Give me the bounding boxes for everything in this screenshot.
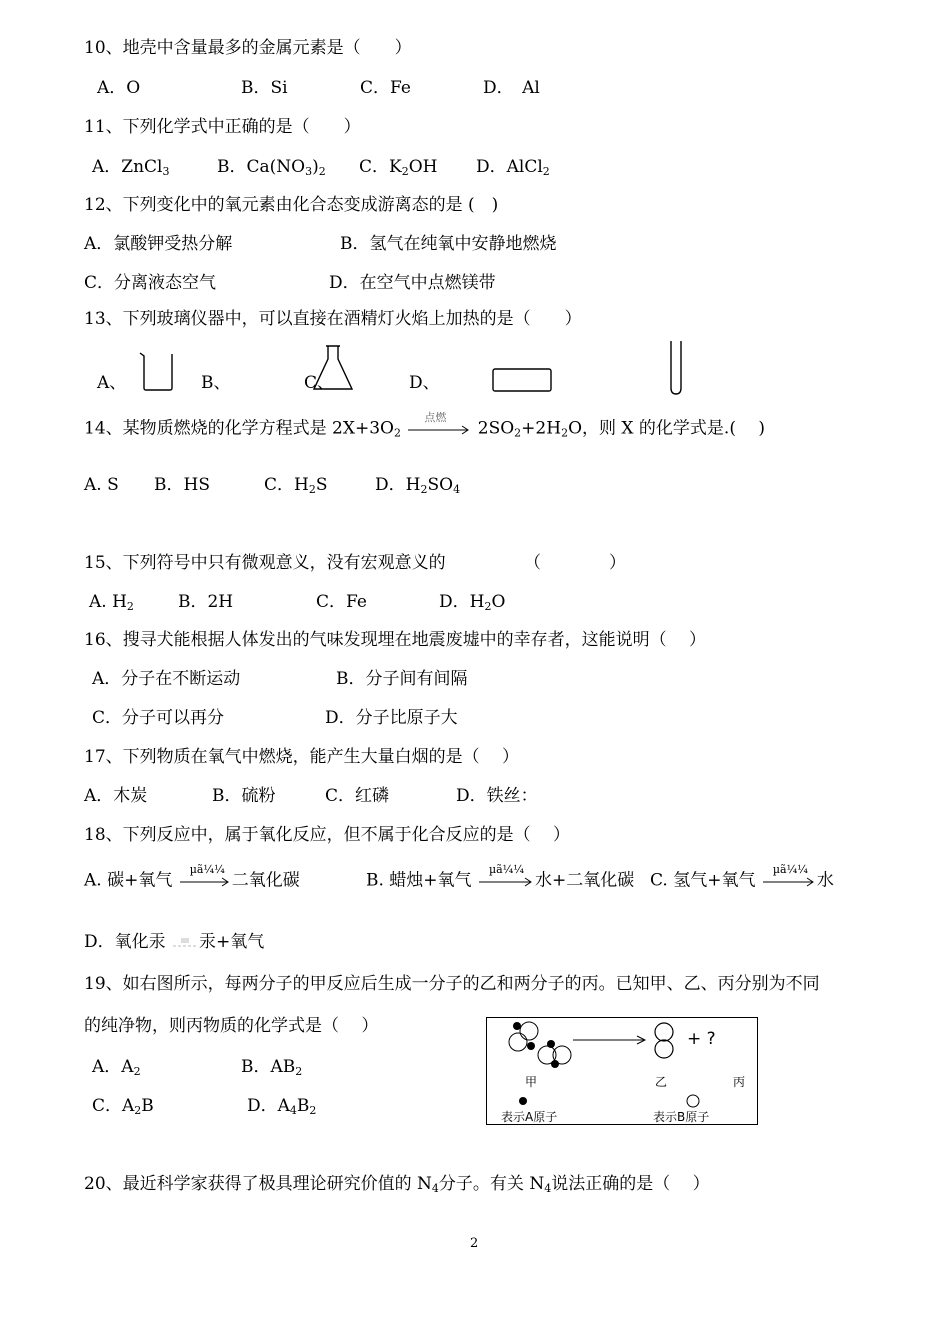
q11-option-b: B．$Ca(NO_3)_2$: [217, 157, 326, 178]
diagram-legend-a: 表示A原子: [501, 1110, 558, 1124]
q11-option-c: C．$K_2OH$: [359, 157, 438, 178]
q12-option-a: A．氯酸钾受热分解: [84, 234, 233, 254]
reaction-arrow: µã¼¼: [761, 872, 817, 890]
q19-stem-line1: 19、如右图所示，每两分子的甲反应后生成一分子的乙和两分子的丙。已知甲、乙、丙分别为不同: [84, 974, 820, 994]
reaction-arrow: µã¼¼: [477, 872, 535, 890]
q17-stem: 17、下列物质在氧气中燃烧，能产生大量白烟的是（ ）: [84, 747, 520, 767]
q15-option-c: C．Fe: [316, 592, 367, 612]
conical-flask-icon: [310, 343, 356, 393]
q15-answer-paren: （ ）: [524, 553, 626, 573]
q11-stem: 11、下列化学式中正确的是（ ）: [84, 117, 361, 137]
q14-stem: 14、某物质燃烧的化学方程式是 $2X+3O_2$ 点燃 $2SO_2+2H_2O$，则 X 的化学式是.( ): [84, 411, 765, 440]
q14-option-d: D．$H_2SO_4$: [375, 475, 461, 496]
q19-option-a: A．$A_2$: [92, 1057, 141, 1078]
q17-option-b: B．硫粉: [212, 786, 276, 806]
q12-option-b: B．氢气在纯氧中安静地燃烧: [340, 234, 557, 254]
q14-option-a: A. S: [84, 475, 119, 495]
rectangular-vessel-icon: [491, 366, 555, 394]
q13-stem: 13、下列玻璃仪器中，可以直接在酒精灯火焰上加热的是（ ）: [84, 309, 582, 329]
q20-stem: 20、最近科学家获得了极具理论研究价值的 $N_4$分子。有关 $N_4$说法正确的是（ ）: [84, 1174, 710, 1195]
q13-option-a: A、: [97, 373, 127, 393]
q14-option-b: B．HS: [154, 475, 210, 495]
diagram-label-jia: 甲: [525, 1075, 538, 1089]
q15-option-b: B．2H: [178, 592, 234, 612]
q18-option-c: C. 氢气+氧气 µã¼¼ 水: [650, 863, 834, 891]
q10-stem: 10、地壳中含量最多的金属元素是（ ）: [84, 38, 412, 58]
q16-option-a: A．分子在不断运动: [92, 669, 241, 689]
q15-option-a: A. $H_2$: [89, 592, 134, 613]
reaction-arrow: µã¼¼: [178, 872, 232, 890]
q14-option-c: C．$H_2S$: [264, 475, 328, 496]
q11-option-a: A．ZnCl$_3$: [92, 157, 170, 178]
q19-stem-line2: 的纯净物，则丙物质的化学式是（ ）: [84, 1016, 379, 1036]
q13-option-b: B、: [201, 373, 231, 393]
q15-stem: 15、下列符号中只有微观意义，没有宏观意义的: [84, 553, 446, 573]
q19-option-b: B．$AB_2$: [241, 1057, 303, 1078]
q17-option-c: C．红磷: [325, 786, 390, 806]
beaker-icon: [136, 350, 178, 392]
q10-option-a: A．O: [97, 78, 141, 98]
molecule-reaction-diagram: [486, 1017, 758, 1125]
q16-stem: 16、搜寻犬能根据人体发出的气味发现埋在地震废墟中的幸存者，这能说明（ ）: [84, 630, 707, 650]
diagram-legend-b: 表示B原子: [653, 1110, 710, 1124]
q19-option-c: C．$A_2B$: [92, 1096, 154, 1117]
q10-option-d: D． Al: [483, 78, 540, 98]
diagram-plus-question: + ?: [687, 1029, 716, 1049]
q11-option-d: D．AlCl$_2$: [476, 157, 550, 178]
q13-option-c: C、: [304, 373, 335, 393]
q10-option-c: C．Fe: [360, 78, 411, 98]
q12-option-d: D．在空气中点燃镁带: [329, 273, 496, 293]
q18-option-d: D．氧化汞 汞+氧气: [84, 932, 265, 952]
ignite-arrow: 点燃: [406, 420, 472, 438]
q13-option-d: D、: [409, 373, 440, 393]
q18-stem: 18、下列反应中，属于氧化反应，但不属于化合反应的是（ ）: [84, 825, 571, 845]
q17-option-a: A．木炭: [84, 786, 148, 806]
test-tube-icon: [665, 338, 687, 398]
q16-option-d: D．分子比原子大: [325, 708, 458, 728]
q16-option-c: C．分子可以再分: [92, 708, 225, 728]
q18-option-a: A. 碳+氧气 µã¼¼ 二氧化碳: [84, 863, 300, 891]
faded-arrow: [171, 936, 199, 950]
q12-stem: 12、下列变化中的氧元素由化合态变成游离态的是 ( ): [84, 195, 499, 215]
q16-option-b: B．分子间有间隔: [336, 669, 468, 689]
q12-option-c: C．分离液态空气: [84, 273, 217, 293]
q18-option-b: B. 蜡烛+氧气 µã¼¼ 水+二氧化碳: [366, 863, 635, 891]
q19-option-d: D．$A_4B_2$: [247, 1096, 317, 1117]
diagram-label-bing: 丙: [733, 1075, 746, 1089]
q15-option-d: D．$H_2O$: [439, 592, 506, 613]
q10-option-b: B．Si: [241, 78, 288, 98]
diagram-label-yi: 乙: [655, 1075, 668, 1089]
page-number: 2: [470, 1236, 479, 1251]
q17-option-d: D．铁丝：: [456, 786, 538, 806]
